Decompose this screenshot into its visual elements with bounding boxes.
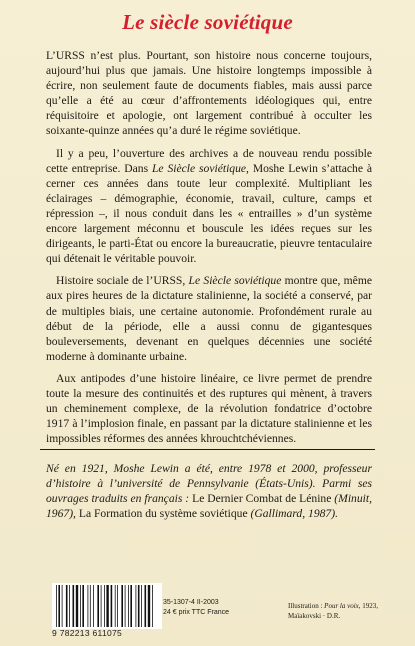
isbn-block <box>163 598 229 618</box>
blurb-paragraph-4: Aux antipodes d’une histoire linéaire, ce livre permet de prendre toute la mesure des continuités et des ruptures qui mènent, à travers un cheminement complexe, de la révolution fondatrice d’octobre 1917 à l’implosion finale, en passant par la dictature stalinienne et les impossibles réformes des années khrouchtchéviennes. <box>46 371 372 446</box>
author-bio <box>46 461 372 521</box>
isbn-code: 35-1307-4 II-2003 <box>163 599 219 606</box>
text-span: , Moshe Lewin s’attache à cerner ces années dans toute leur complexité. Multipliant les éclairages – démographie, économie, travail, culture, camps et répression –, il nous conduit dans les « entrailles » d’un système encore largement méconnu et bouscule les idées reçues sur les dirigeants, le parti-État ou encore la bureaucratie, pieuvre tentaculaire qui détenait le véritable pouvoir. <box>46 161 372 266</box>
text-span: Il y a peu, l’ouverture des archives a de nouveau rendu possible cette entreprise. Dans <box>46 146 372 175</box>
bio-work-2: La Formation du système soviétique <box>78 507 248 521</box>
text-span: montre que, même aux pires heures de la dictature stalinienne, la société a conservé, par de multiples biais, une certaine autonomie. Profondément rurale au début de la période, elle a aussi connu de gigantesques bouleversements, devenant en quelques décennies une société moderne à dominante urbaine. <box>46 274 372 363</box>
bio-work-1: Le Dernier Combat de Lénine <box>192 492 332 506</box>
barcode <box>52 583 162 641</box>
bio-text: Né en 1921, Moshe Lewin a été, entre 1978 et 2000, professeur d’histoire à l’université de Pennsylvanie (États-Unis). Parmi ses ouvrages traduits en français : <box>46 462 372 506</box>
blurb-paragraph-3 <box>46 273 372 364</box>
divider <box>40 449 375 450</box>
blurb-paragraph-1: L’URSS n’est plus. Pourtant, son histoire nous concerne toujours, aujourd’hui plus que jamais. Une histoire longtemps impossible à écrire, non seulement faute de documents fiables, mais aussi parce qu’elle a été au cœur d’affrontements idéologiques qui, entre réquisitoire et apologie, ont largement contribué à occulter les soixante-quinze années qu’a duré le régime soviétique. <box>46 49 372 138</box>
credit-year: , 1923, <box>358 602 379 610</box>
credit-line-1 <box>288 601 383 611</box>
book-title-inline: Le Siècle soviétique <box>151 161 247 175</box>
barcode-number: 9 782213 611075 <box>52 628 123 638</box>
credit-line-2: Maïakovski · D.R. <box>288 612 341 620</box>
credit-label: Illustration : <box>288 602 325 610</box>
bio-publisher-1: (Minuit, 1967), <box>46 492 372 521</box>
blurb-paragraph-2 <box>46 146 372 267</box>
book-title: Le siècle soviétique <box>122 10 293 34</box>
book-title-inline: Le Siècle soviétique <box>188 274 282 288</box>
illustration-credit <box>288 601 383 621</box>
blurb <box>46 48 372 453</box>
price: 24 € prix TTC France <box>163 609 230 616</box>
bio-publisher-2: (Gallimard, 1987). <box>247 507 338 521</box>
credit-work: Pour la voix <box>324 602 359 610</box>
barcode-bars <box>52 583 162 629</box>
text-span: Histoire sociale de l’URSS, <box>56 274 189 288</box>
